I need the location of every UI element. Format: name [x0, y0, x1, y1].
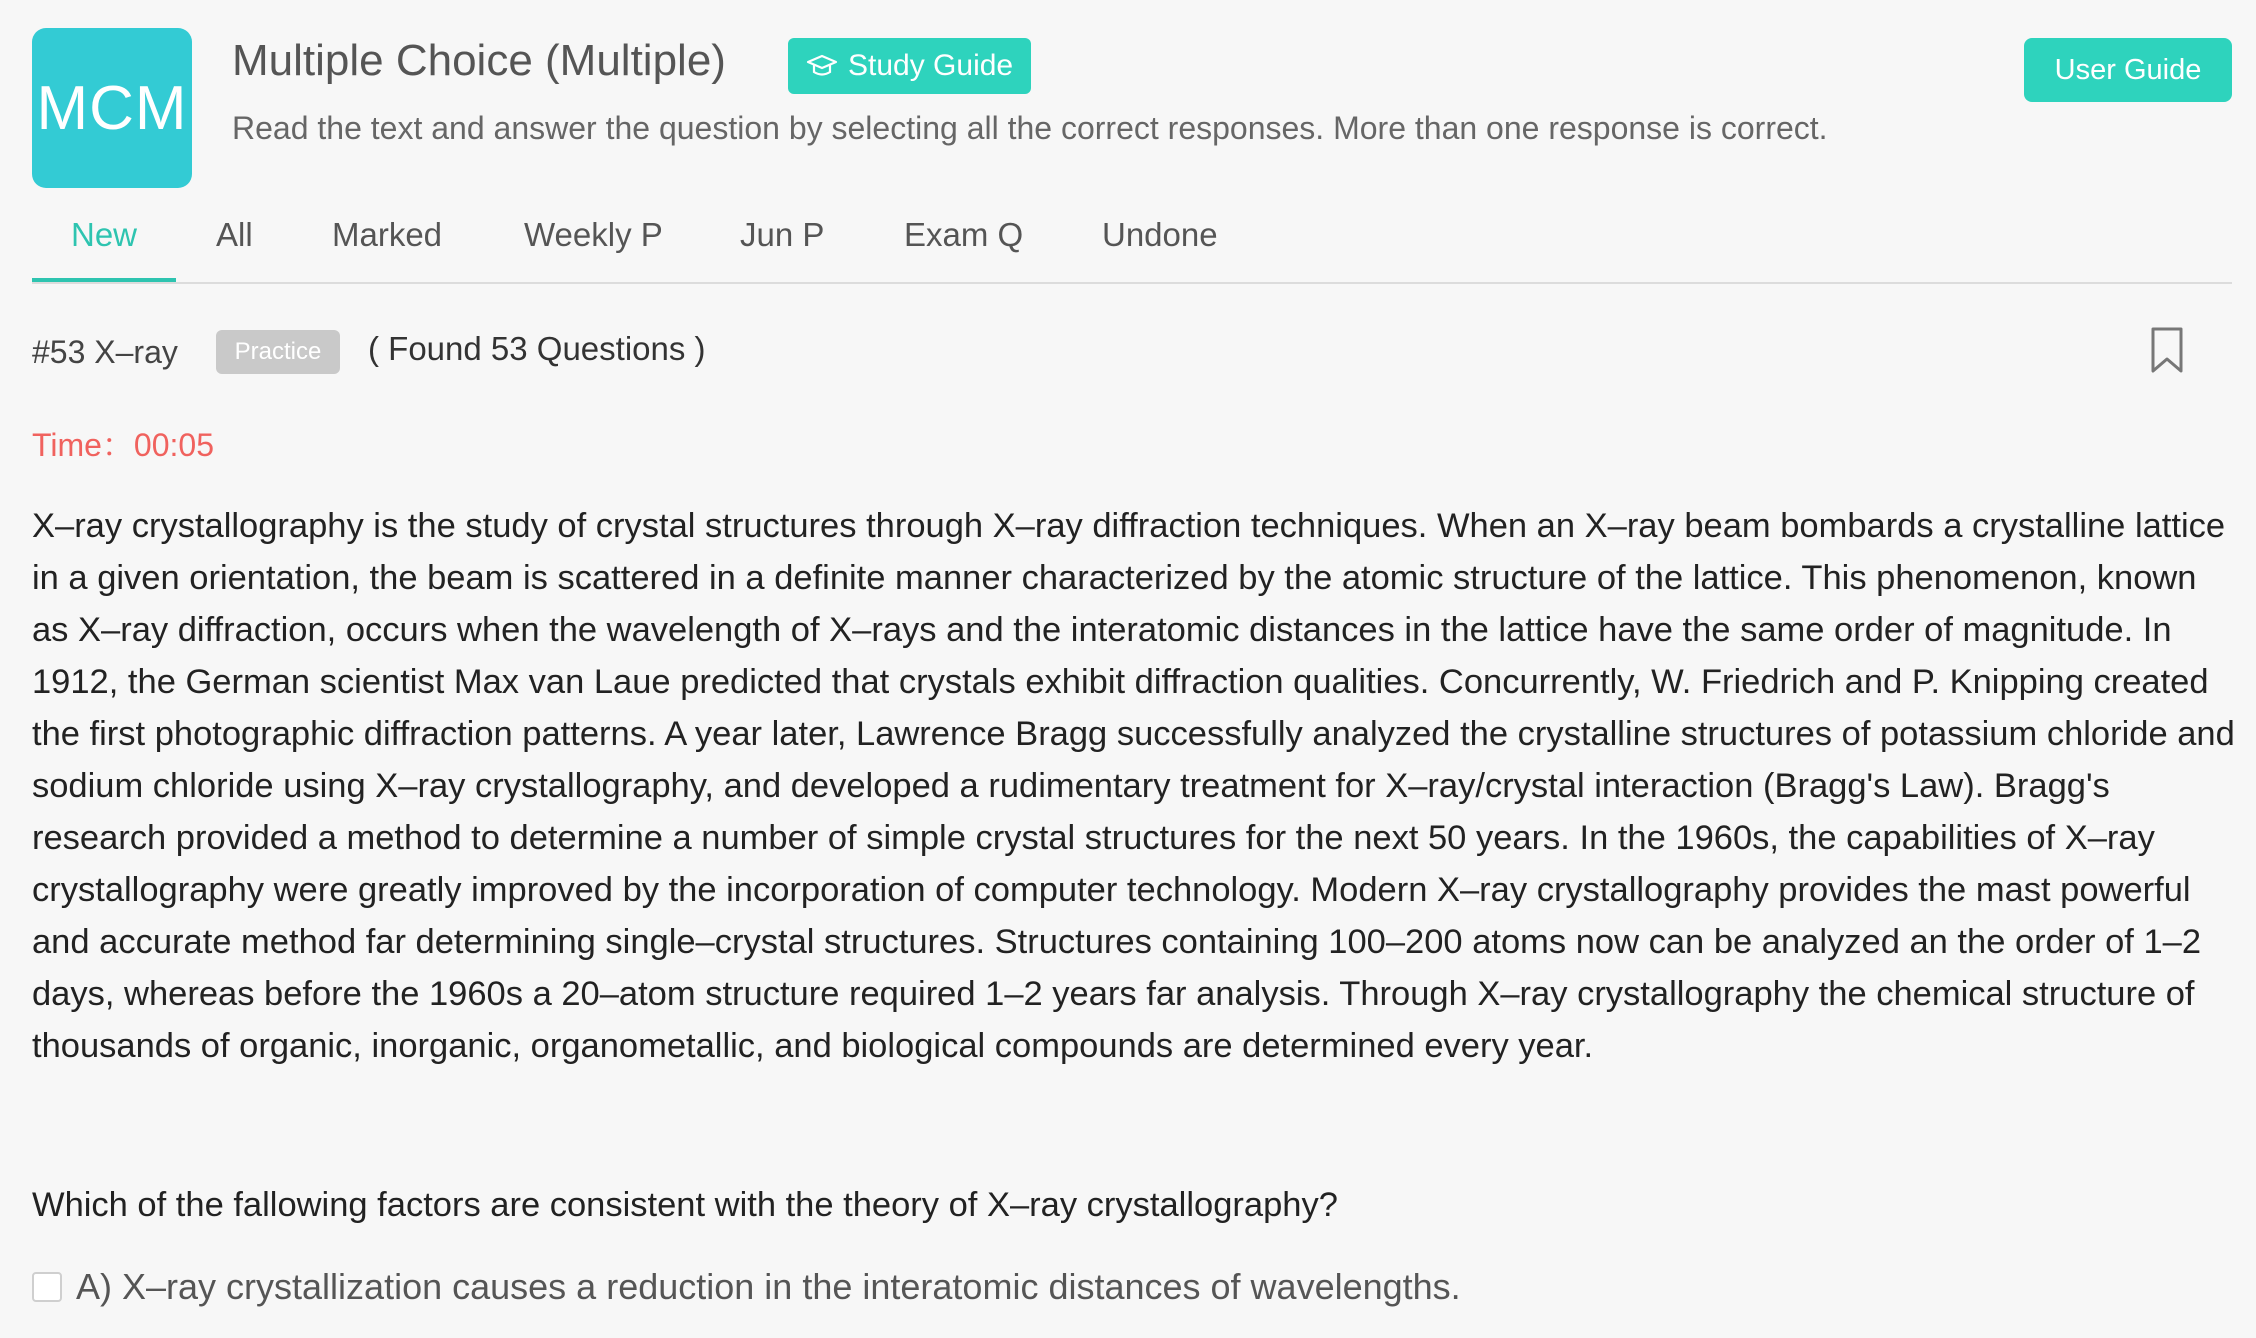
tab-undone[interactable]: Undone	[1102, 216, 1218, 253]
page-subtitle: Read the text and answer the question by selecting all the correct responses. More than one response is correct.	[232, 110, 1828, 146]
tab-marked[interactable]: Marked	[332, 216, 443, 253]
question-number-title: #53 X–ray	[32, 334, 178, 370]
tab-jun-p[interactable]: Jun P	[740, 216, 825, 253]
tab-bar	[32, 200, 2232, 284]
practice-badge: Practice	[216, 330, 340, 374]
tab-new[interactable]: New	[32, 200, 176, 282]
app-logo: MCM	[32, 28, 192, 188]
page-title: Multiple Choice (Multiple)	[232, 36, 726, 85]
tab-exam-q[interactable]: Exam Q	[904, 216, 1024, 253]
reading-passage: X–ray crystallography is the study of crystal structures through X–ray diffraction techniques. When an X–ray beam bombards a crystalline lattice in a given orientation, the beam is scattered in a definite manner characterized by the atomic structure of the lattice. This phenomenon, known as X–ray diffraction, occurs when the wavelength of X–rays and the interatomic distances in the lattice have the same order of magnitude. In 1912, the German scientist Max van Laue predicted that crystals exhibit diffraction qualities. Concurrently, W. Friedrich and P. Knipping created the first photographic diffraction patterns. A year later, Lawrence Bragg successfully analyzed the crystalline structures of potassium chloride and sodium chloride using X–ray crystallography, and developed a rudimentary treatment for X–ray/crystal interaction (Bragg's Law). Bragg's research provided a method to determine a number of simple crystal structures for the next 50 years. In the 1960s, the capabilities of X–ray crystallography were greatly improved by the incorporation of computer technology. Modern X–ray crystallography provides the mast powerful and accurate method far determining single–crystal structures. Structures containing 100–200 atoms now can be analyzed an the order of 1–2 days, whereas before the 1960s a 20–atom structure required 1–2 years far analysis. Through X–ray crystallography the chemical structure of thousands of organic, inorganic, organometallic, and biological compounds are determined every year.	[32, 507, 2235, 1065]
option-a-label: A) X–ray crystallization causes a reduction in the interatomic distances of wavelengths.	[76, 1266, 1461, 1307]
timer: Time：00:05	[32, 427, 215, 463]
user-guide-button[interactable]: User Guide	[2024, 38, 2232, 102]
bookmark-icon[interactable]	[2150, 326, 2184, 374]
tab-weekly-p[interactable]: Weekly P	[524, 216, 663, 253]
option-a[interactable]	[32, 1266, 1461, 1308]
option-a-checkbox[interactable]	[32, 1272, 62, 1302]
found-count: ( Found 53 Questions )	[368, 330, 706, 367]
study-guide-label: Study Guide	[848, 49, 1014, 82]
tab-all[interactable]: All	[216, 216, 253, 253]
study-guide-button[interactable]	[788, 38, 1031, 94]
graduation-cap-icon	[806, 53, 838, 79]
question-prompt: Which of the fallowing factors are consistent with the theory of X–ray crystallography?	[32, 1186, 1338, 1224]
